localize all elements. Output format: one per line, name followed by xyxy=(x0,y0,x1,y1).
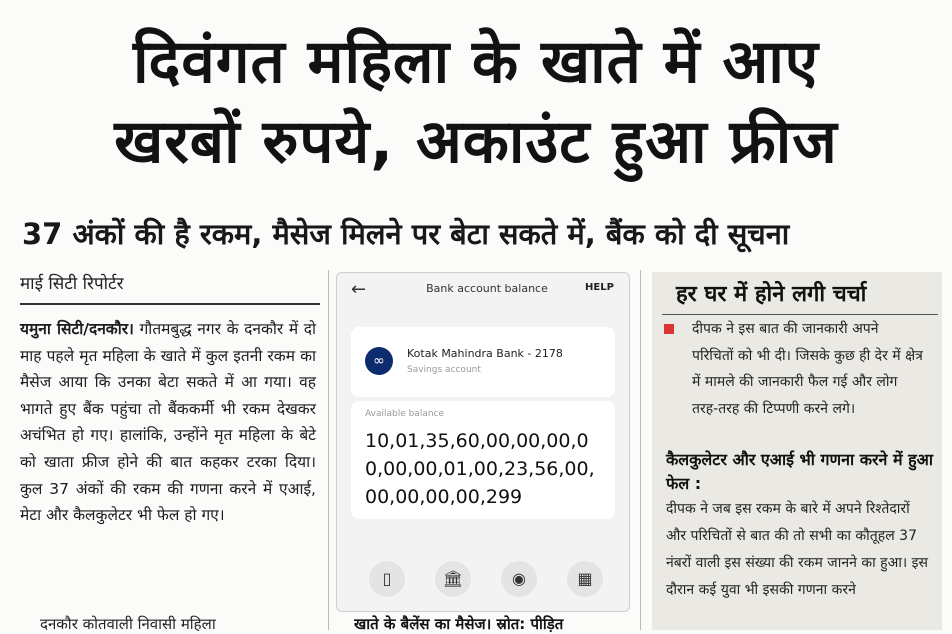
account-card[interactable] xyxy=(351,327,615,397)
box-divider xyxy=(662,314,938,315)
story-body xyxy=(20,316,316,529)
story-text: गौतमबुद्ध नगर के दनकौर में दो माह पहले मृत महिला के खाते में कुल इतनी रकम का मैसेज आया कि उनका बेटा सकते में आ गया। वह भागते हुए बैंक पहुंचा तो बैंककर्मी भी रकम देखकर अचंभित हो गए। हालांकि, उन्होंने मृत महिला के बेटे को खाता फ्रीज होने की बात कहकर टरका दिया। कुल 37 अंकों की रकम की गणना करने में एआई, मेटा और कैलकुलेटर भी फेल हो गए। xyxy=(20,320,316,525)
column-divider xyxy=(640,270,641,630)
help-button[interactable]: HELP xyxy=(585,282,614,293)
bank-icon[interactable]: 🏛 xyxy=(435,561,471,597)
story-dateline: यमुना सिटी/दनकौर। xyxy=(20,320,134,338)
app-bottom-nav xyxy=(337,561,629,601)
column-divider xyxy=(328,270,329,630)
box-title: हर घर में होने लगी चर्चा xyxy=(676,282,867,307)
balance-value: 10,01,35,60,00,00,00,00,00,00,01,00,23,56,00,00,00,00,00,299 xyxy=(365,430,595,508)
story-continuation: दनकौर कोतवाली निवासी महिला xyxy=(40,615,216,633)
back-arrow-icon[interactable]: ← xyxy=(351,279,367,300)
headline-line-2: खरबों रुपये, अकाउंट हुआ फ्रीज xyxy=(114,107,838,177)
bank-logo-icon: ∞ xyxy=(365,347,393,375)
upi-icon[interactable]: ◉ xyxy=(501,561,537,597)
byline: माई सिटी रिपोर्टर xyxy=(20,274,124,294)
account-type: Savings account xyxy=(407,365,481,375)
photo-caption: खाते के बैलेंस का मैसेज। स्रोत: पीड़ित xyxy=(354,615,564,633)
balance-label: Available balance xyxy=(365,409,445,419)
bank-name: Kotak Mahindra Bank - 2178 xyxy=(407,347,563,360)
sidebar-box xyxy=(652,272,942,630)
bullet-square-icon xyxy=(664,324,674,334)
qr-scan-icon[interactable]: ▦ xyxy=(567,561,603,597)
bank-app-screenshot xyxy=(336,272,630,612)
phone-icon[interactable]: ▯ xyxy=(369,561,405,597)
app-topbar xyxy=(337,273,629,309)
box-paragraph-2: दीपक ने जब इस रकम के बारे में अपने रिश्तेदारों और परिचितों से बात की तो सभी का कौतूहल 37 नंबरों वाली इस संख्या की रकम जानने का हुआ। इस दौरान कई युवा भी इसकी गणना करने xyxy=(666,501,928,598)
box-paragraph-1: दीपक ने इस बात की जानकारी अपने परिचितों को भी दी। जिसके कुछ ही देर में क्षेत्र में मामले की जानकारी फैल गई और लोग तरह-तरह की टिप्पणी करने लगे। xyxy=(692,321,923,417)
subheadline: 37 अंकों की है रकम, मैसेज मिलने पर बेटा सकते में, बैंक को दी सूचना xyxy=(22,217,790,251)
headline-line-1: दिवंगत महिला के खाते में आए xyxy=(133,27,819,97)
app-title: Bank account balance xyxy=(426,282,548,295)
byline-divider xyxy=(20,303,320,305)
box-subheading: कैलकुलेटर और एआई भी गणना करने में हुआ फेल : xyxy=(666,450,933,493)
balance-card xyxy=(351,401,615,519)
